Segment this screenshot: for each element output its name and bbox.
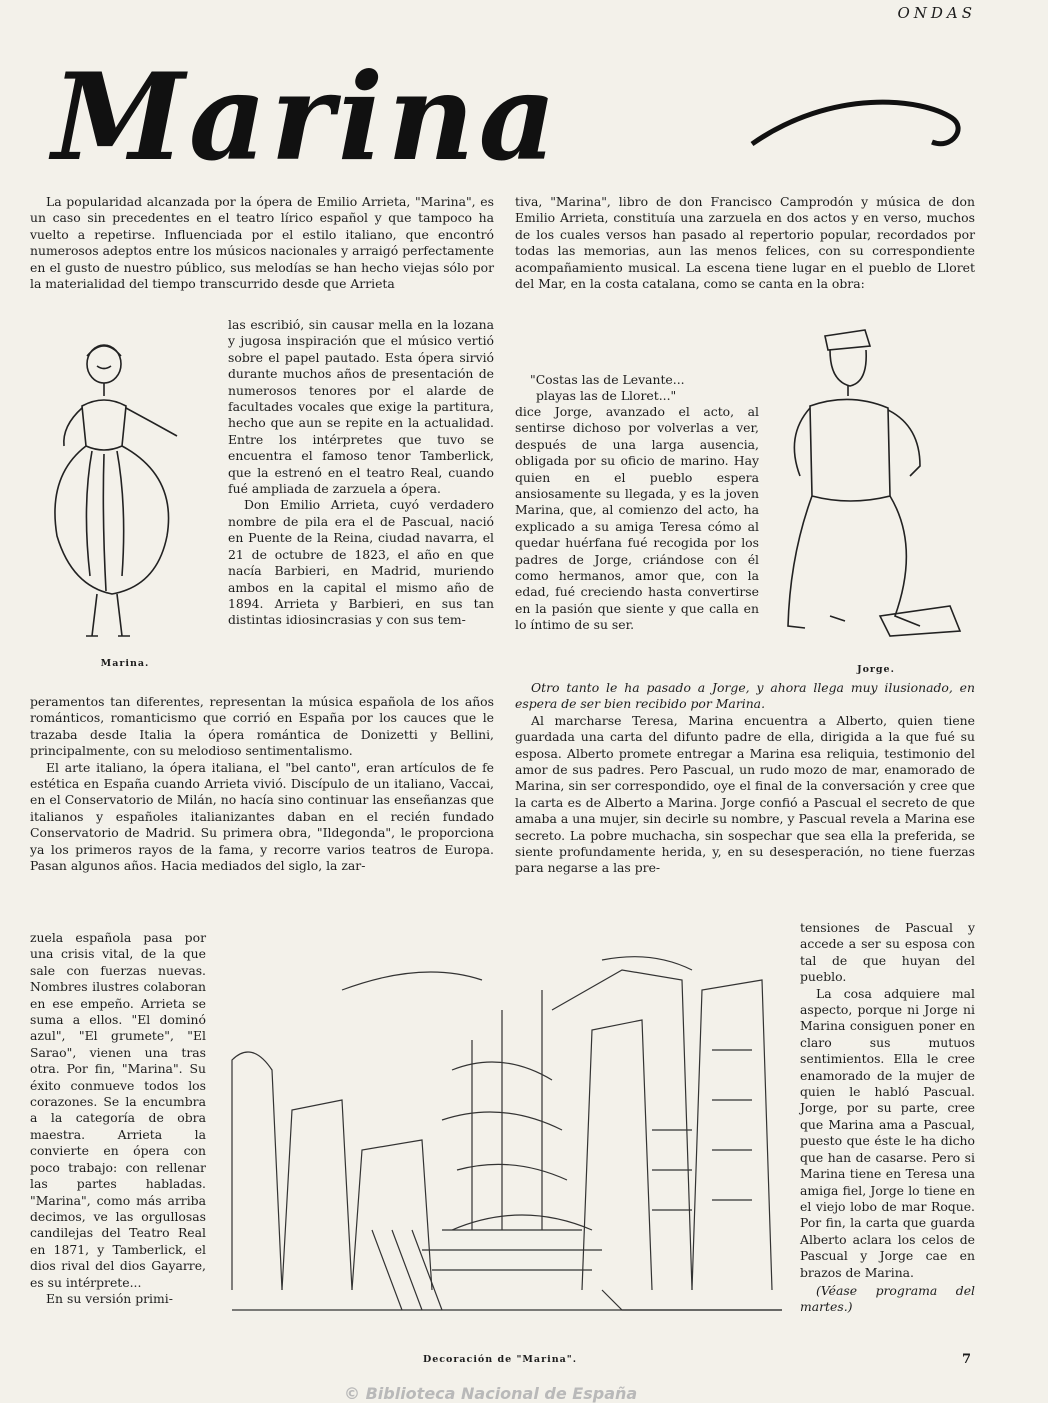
paragraph: tiva, "Marina", libro de don Francisco Camprodón y música de don Emilio Arrieta, constituía una zarzuela en dos actos y en verso, muchos de los cuales versos han pasado al repertorio popular, recordados por todas las memorias, aun las menos felices, con su correspondiente acompañamiento musical. La escena tiene lugar en el pueblo de Lloret del Mar, en la costa catalana, como se canta en la obra: <box>515 194 975 292</box>
article-title <box>52 47 972 188</box>
paragraph: peramentos tan diferentes, representan la música española de los años románticos, romanticismo que corrió en España por los cauces que le trazaba desde Italia la ópera romántica de Donizetti y Bellini, principalmente, con su melodioso sentimentalismo. <box>30 694 494 759</box>
paragraph: El arte italiano, la ópera italiana, el "bel canto", eran artículos de fe estética en España cuando Arrieta vivió. Discípulo de un italiano, Vaccai, en el Conservatorio de Milán, no hacía sino continuar las enseñanzas que italianos y españoles italianizantes daban en el recién fundado Conservatorio de Madrid. Su primera obra, "Ildegonda", le proporciona ya los primeros rayos de la fama, y recorre varios teatros de Europa. Pasan algunos años. Hacia mediados del siglo, la zar- <box>30 759 494 874</box>
column-ending <box>800 920 975 1316</box>
copyright-watermark: © Biblioteca Nacional de España <box>344 1384 638 1403</box>
paragraph: En su versión primi- <box>46 1290 173 1306</box>
page-number: 7 <box>962 1352 972 1367</box>
column-zarzuela <box>30 930 206 1307</box>
column-romanticism <box>30 694 494 874</box>
paragraph: Al marcharse Teresa, Marina encuentra a Alberto, quien tiene guardada una carta del difunto padre de ella, dirigida a la que fué su esposa. Alberto promete entregar a Marina esa reliquia, testimonio del amor de sus padres. Pero Pascual, un rudo mozo de mar, enamorado de Marina, sin ser correspondido, oye el final de la conversación y cree que la carta es de Alberto a Marina. Jorge confió a Pascual el secreto de que amaba a una mujer, sin decirle su nombre, y Pascual revela a Marina ese secreto. La pobre muchacha, sin sospechar que sea ella la preferida, se siente profundamente herida, y, en su desesperación, no tiene fuerzas para negarse a las pre- <box>515 712 975 876</box>
column-jorge <box>515 404 759 634</box>
see-program-note: (Véase programa del martes.) <box>800 1282 975 1315</box>
marina-caption: Marina. <box>100 658 150 669</box>
paragraph: dice Jorge, avanzado el acto, al sentirse dichoso por volverlas a ver, después de una larga ausencia, obligada por su oficio de marino. Hay quien en el pueblo espera ansiosamente su llegada, y es la joven Marina, que, al comienzo del acto, ha explicado a su amiga Teresa cómo al quedar huérfana fué recogida por los padres de Jorge, criándose con él como hermanos, amor que, con la edad, fué creciendo hasta convertirse en la pasión que siente y que calla en lo íntimo de su ser. <box>515 404 759 633</box>
stage-decoration-illustration <box>222 950 788 1330</box>
decoration-caption: Decoración de "Marina". <box>422 1354 578 1365</box>
column-plot <box>515 680 975 877</box>
paragraph: las escribió, sin causar mella en la lozana y jugosa inspiración que el músico vertió sobre el papel pautado. Esta ópera sirvió durante muchos años de presentación de numerosos tenores por el alarde de facultades vocales que exige la partitura, hecho que aun se repite en la actualidad. Entre los intérpretes que tuvo se encuentra el famoso tenor Tamberlick, que la estrenó en el teatro Real, cuando fué ampliada de zarzuela a ópera. <box>228 317 494 497</box>
song-quote <box>530 372 760 405</box>
quote-line: playas las de Lloret..." <box>536 388 677 404</box>
paragraph: zuela española pasa por una crisis vital, de la que sale con fuerzas nuevas. Nombres ilustres colaboran en ese empeño. Arrieta se suma a ellos. "El dominó azul", "El grumete", "El Sarao", vienen una tras otra. Por fin, "Marina". Su éxito conmueve todos los corazones. Se la encumbra a la categoría de obra maestra. Arrieta la convierte en ópera con poco trabajo: con rellenar las partes habladas. "Marina", como más arriba decimos, ve las orgullosas candilejas del Teatro Real en 1871, y Tamberlick, el dios rival del dios Gayarre, es su intérprete... <box>30 930 206 1290</box>
paragraph: Otro tanto le ha pasado a Jorge, y ahora llega muy ilusionado, en espera de ser bien recibido por Marina. <box>515 680 975 712</box>
marina-illustration <box>42 336 212 656</box>
paragraph: tensiones de Pascual y accede a ser su esposa con tal de que huyan del pueblo. <box>800 920 975 985</box>
magazine-header: ONDAS <box>897 4 976 22</box>
jorge-illustration <box>770 316 970 656</box>
jorge-caption: Jorge. <box>857 664 895 675</box>
paragraph: Don Emilio Arrieta, cuyó verdadero nombre de pila era el de Pascual, nació en Puente de la Reina, ciudad navarra, el 21 de octubre de 1823, el año en que nacía Barbieri, en Madrid, muriendo ambos en la capital el mismo año de 1894. Arrieta y Barbieri, en sus tan distintas idiosincrasias y con sus tem- <box>228 497 494 628</box>
paragraph: La cosa adquiere mal aspecto, porque ni Jorge ni Marina consiguen poner en claro sus mutuos sentimientos. Ella le cree enamorado de la mujer de quien le habló Pascual. Jorge, por su parte, cree que Marina ama a Pascual, puesto que éste le ha dicho que han de casarse. Pero si Marina tiene en Teresa una amiga fiel, Jorge lo tiene en el viejo lobo de mar Roque. Por fin, la carta que guarda Alberto aclara los celos de Pascual y Jorge cae en brazos de Marina. <box>800 985 975 1280</box>
quote-line: "Costas las de Levante... <box>530 372 685 387</box>
column-libreto <box>515 194 975 292</box>
column-arrieta <box>228 317 494 629</box>
title-text: Marina <box>52 47 561 188</box>
column-intro <box>30 194 494 292</box>
paragraph: La popularidad alcanzada por la ópera de Emilio Arrieta, "Marina", es un caso sin precedentes en el teatro lírico español y que tampoco ha vuelto a repetirse. Influenciada por el estilo italiano, que encontró numerosos adeptos entre los músicos nacionales y arraigó perfectamente en el gusto de nuestro público, sus melodías se han hecho viejas sólo por la materialidad del tiempo transcurrido desde que Arrieta <box>30 194 494 292</box>
title-swash <box>52 47 972 188</box>
